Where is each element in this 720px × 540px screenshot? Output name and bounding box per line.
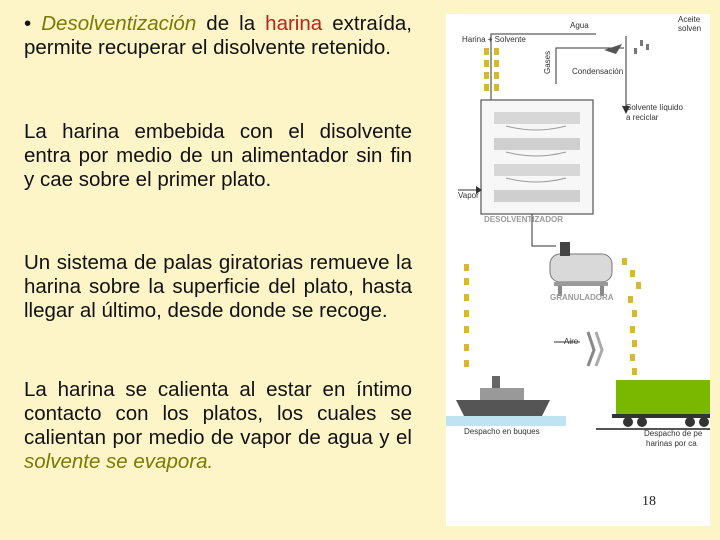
paragraph-calentamiento — [24, 378, 412, 474]
p4-start: La harina se calienta al estar en íntimo contacto con los platos, los cuales se calientan por medio de vapor de agua y el — [24, 378, 412, 449]
condenser-fan — [604, 44, 622, 54]
gases-pipe — [556, 48, 624, 84]
label-solvente-liquido: Solvente líquido — [626, 103, 683, 112]
term-desolventizacion: Desolventización — [41, 12, 197, 35]
paragraph-palas: Un sistema de palas giratorias remueve la harina sobre la superficie del plato, hasta llegar al último, desde donde se recoge. — [24, 251, 412, 322]
railway-wagon — [596, 380, 710, 430]
paragraph-alimentador: La harina embebida con el disolvente entra por medio de un alimentador sin fin y cae sobre el primer plato. — [24, 120, 412, 191]
p1-connector: de la — [196, 12, 266, 35]
granulator-base — [554, 282, 608, 286]
page-number: 18 — [642, 494, 656, 509]
water-drops — [634, 40, 649, 54]
label-harina-solvente: Harina + Solvente — [462, 35, 526, 44]
label-despacho-buques: Despacho en buques — [464, 427, 540, 436]
label-granuladora: GRANULADORA — [550, 293, 614, 302]
process-diagram-svg — [446, 14, 710, 526]
term-solvente-evapora: solvente se evapora. — [24, 450, 214, 473]
label-a-reciclar: a reciclar — [626, 113, 659, 122]
label-condensacion: Condensación — [572, 67, 624, 76]
term-harina: harina — [265, 12, 323, 35]
label-despacho-pe: Despacho de pe — [644, 429, 703, 438]
water — [446, 416, 566, 426]
granulator-hopper — [560, 242, 570, 256]
label-desolventizador: DESOLVENTIZADOR — [484, 215, 563, 224]
label-agua: Agua — [570, 21, 589, 30]
label-gases: Gases — [543, 50, 552, 74]
label-aire: Aire — [564, 337, 579, 346]
paragraph-desolventizacion — [24, 12, 412, 60]
ship — [446, 376, 566, 426]
p1-rest: extraída, permite recuperar el disolvente retenido. — [24, 12, 412, 59]
label-harinas-por-ca: harinas por ca — [646, 439, 697, 448]
label-vapor: Vapor — [458, 191, 479, 200]
granulator-body — [550, 254, 612, 282]
label-top-right-1: Aceite — [678, 15, 701, 24]
process-diagram — [446, 14, 710, 526]
bullet: • — [24, 12, 32, 35]
label-top-right-2: solven — [678, 24, 702, 33]
air-fan — [588, 332, 602, 366]
